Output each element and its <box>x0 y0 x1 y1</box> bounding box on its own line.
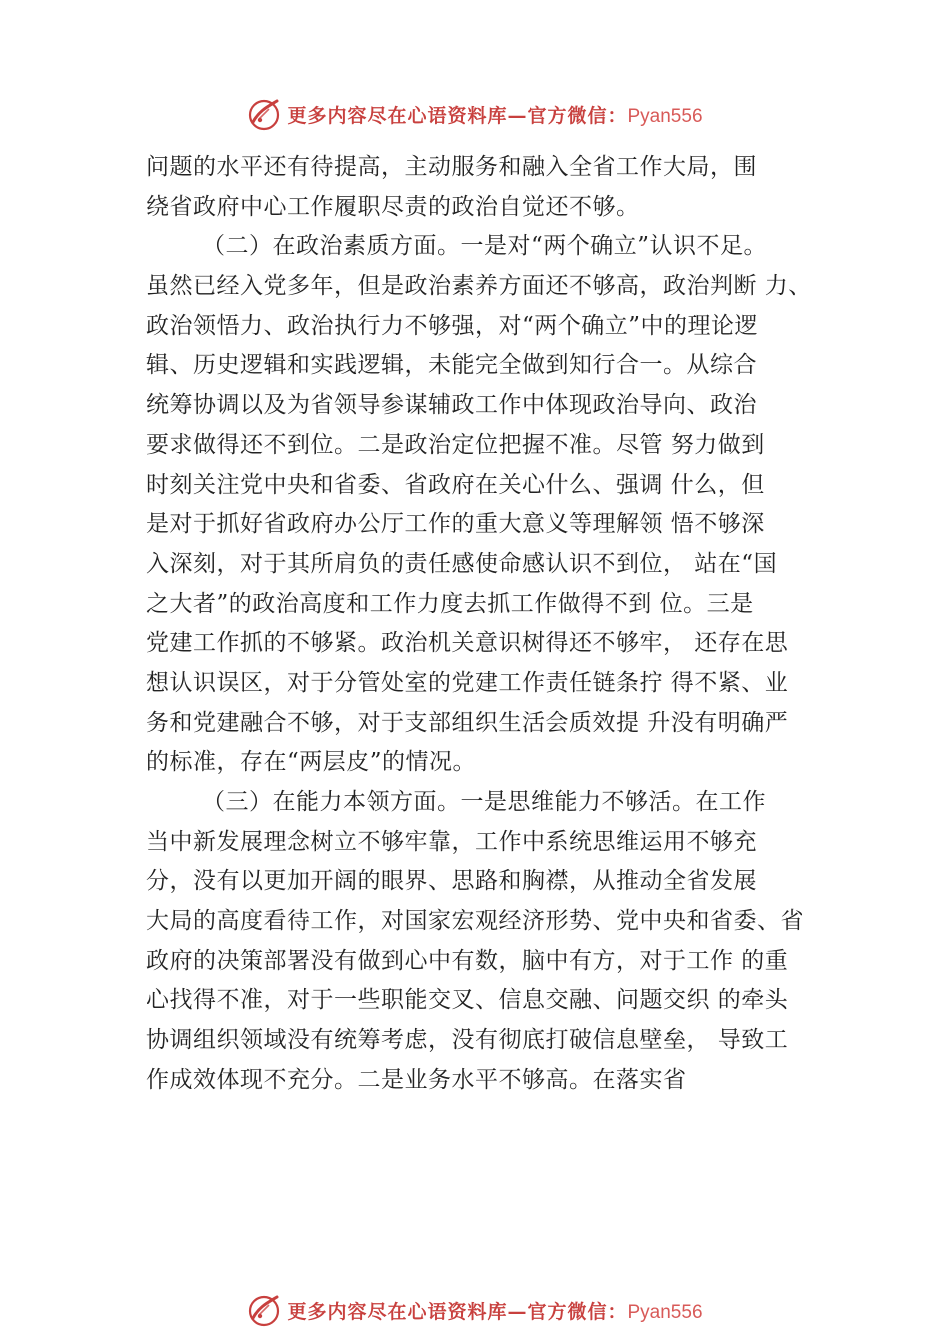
text-line: 辑、历史逻辑和实践逻辑，未能完全做到知行合一。从综合 <box>146 352 757 379</box>
text-line: 党建工作抓的不够紧。政治机关意识树得还不够牢， 还存在思 <box>146 630 789 657</box>
text-line: 当中新发展理念树立不够牢靠，工作中系统思维运用不够充 <box>146 828 757 855</box>
text-line: 务和党建融合不够，对于支部组织生活会质效提 升没有明确严 <box>146 709 789 736</box>
watermark-account: Pyan556 <box>627 1301 703 1323</box>
text-line: 心找得不准，对于一些职能交叉、信息交融、问题交织 的牵头 <box>146 987 789 1014</box>
section-heading-line: （三）在能力本领方面。一是思维能力不够活。在工作 <box>202 789 766 815</box>
section-heading-line: （二）在政治素质方面。一是对“两个确立”认识不足。 <box>202 233 768 260</box>
watermark-dash: — <box>507 1300 528 1323</box>
text-line: 分，没有以更加开阔的眼界、思路和胸襟，从推动全省发展 <box>146 868 757 895</box>
watermark-text <box>287 1297 702 1324</box>
seal-logo-icon <box>247 97 281 131</box>
text-line: 政治领悟力、政治执行力不够强，对“两个确立”中的理论逻 <box>146 312 759 339</box>
text-line: 要求做得还不到位。二是政治定位把握不准。尽管 努力做到 <box>146 431 765 458</box>
text-line: 的标准，存在“两层皮”的情况。 <box>146 749 477 776</box>
text-line: 大局的高度看待工作，对国家宏观经济形势、党中央和省委、省 <box>146 908 804 935</box>
text-line: 统筹协调以及为省领导参谋辅政工作中体现政治导向、政治 <box>146 392 757 419</box>
watermark-header <box>0 92 950 136</box>
text-line: 之大者”的政治高度和工作力度去抓工作做得不到 位。三是 <box>146 590 754 617</box>
seal-logo-icon <box>247 1293 281 1327</box>
document-body <box>146 148 846 1101</box>
watermark-dash: — <box>507 104 528 127</box>
watermark-account: Pyan556 <box>627 105 703 127</box>
text-line: 作成效体现不充分。二是业务水平不够高。在落实省 <box>146 1066 687 1093</box>
watermark-brand: 更多内容尽在心语资料库 <box>287 104 508 127</box>
text-line: 政府的决策部署没有做到心中有数，脑中有方，对于工作 的重 <box>146 947 789 974</box>
text-line: 虽然已经入党多年，但是政治素养方面还不够高，政治判断 力、 <box>146 273 812 300</box>
text-line: 入深刻，对于其所肩负的责任感使命感认识不到位， 站在“国 <box>146 550 778 577</box>
text-line: 绕省政府中心工作履职尽责的政治自觉还不够。 <box>146 193 640 220</box>
text-line: 问题的水平还有待提高，主动服务和融入全省工作大局，围 <box>146 154 757 180</box>
watermark-label: 官方微信： <box>527 104 628 127</box>
text-line: 时刻关注党中央和省委、省政府在关心什么、强调 什么，但 <box>146 471 765 498</box>
text-line: 想认识误区，对于分管处室的党建工作责任链条拧 得不紧、业 <box>146 669 789 696</box>
watermark-brand: 更多内容尽在心语资料库 <box>287 1300 508 1323</box>
watermark-text <box>287 101 702 128</box>
text-line: 是对于抓好省政府办公厅工作的重大意义等理解领 悟不够深 <box>146 511 765 538</box>
text-line: 协调组织领域没有统筹考虑，没有彻底打破信息壁垒， 导致工 <box>146 1027 789 1054</box>
watermark-label: 官方微信： <box>527 1300 628 1323</box>
watermark-footer <box>0 1288 950 1332</box>
